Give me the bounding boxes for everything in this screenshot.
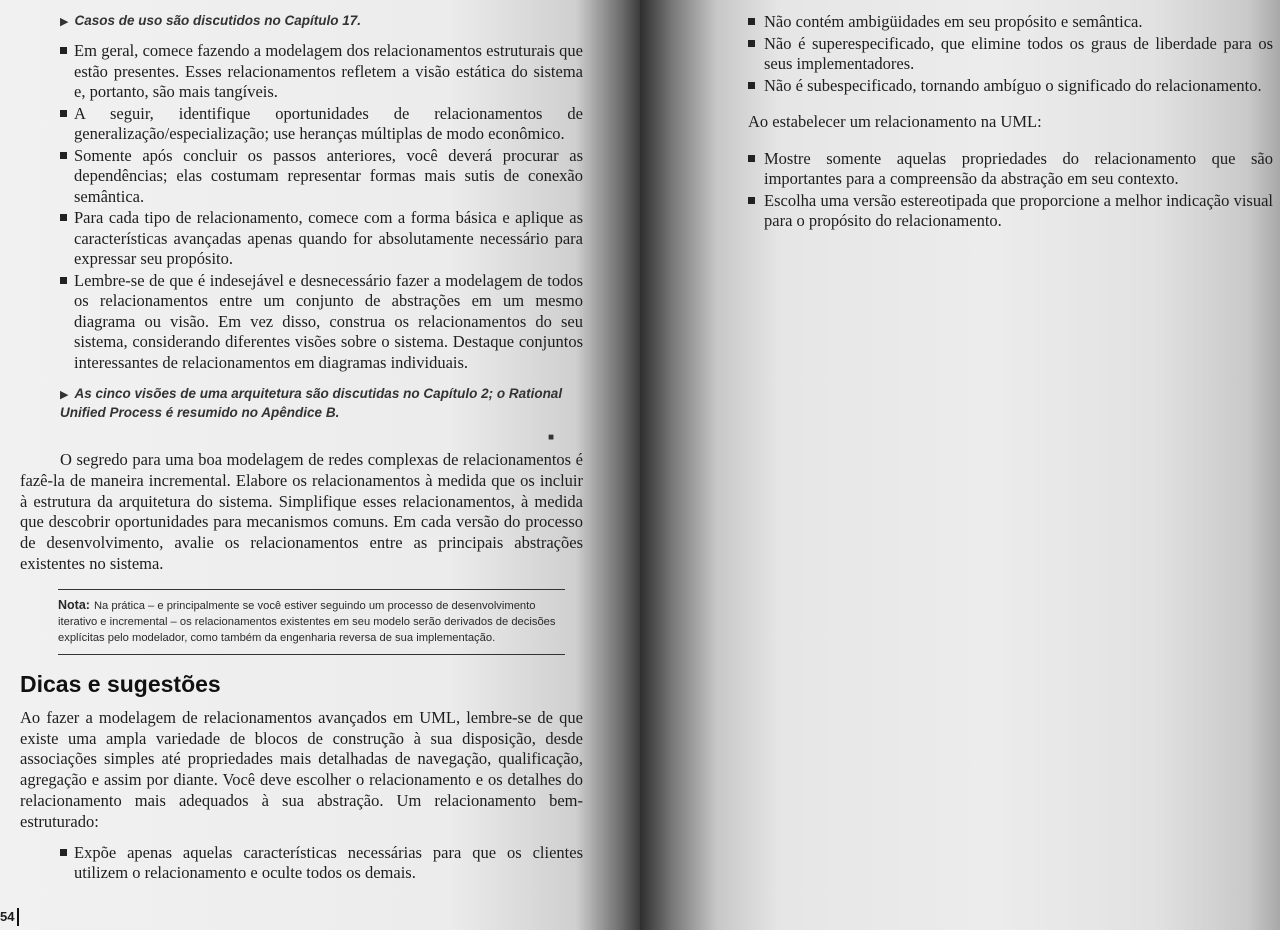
list-item: Escolha uma versão estereotipada que proporcione a melhor indicação visual para o propósito do relacionamento.: [748, 191, 1273, 232]
list-item: Para cada tipo de relacionamento, comece com a forma básica e aplique as características avançadas apenas quando for absolutamente necessário para expressar seu propósito.: [20, 208, 583, 270]
list-item: Lembre-se de que é indesejável e desnecessário fazer a modelagem de todos os relacionamentos entre um conjunto de abstrações em um mesmo diagrama ou visão. Em vez disso, construa os relacionamentos do seu sistema, considerando diferentes visões sobre o sistema. Destaque conjuntos interessantes de relacionamentos em diagramas individuais.: [20, 271, 583, 374]
print-mark: ■: [548, 432, 555, 443]
margin-note-architecture: ▶ As cinco visões de uma arquitetura são discutidas no Capítulo 2; o Rational Unified Process é resumido no Apêndice B.: [60, 386, 563, 420]
list-item: Em geral, comece fazendo a modelagem dos relacionamentos estruturais que estão presentes. Esses relacionamentos refletem a visão estática do sistema e, portanto, são mais tangíveis.: [20, 41, 583, 103]
list-item: Mostre somente aquelas propriedades do relacionamento que são importantes para a compreensão da abstração em seu contexto.: [748, 149, 1273, 190]
list-item: Expõe apenas aquelas características necessárias para que os clientes utilizem o relacionamento e oculte todos os demais.: [20, 843, 583, 884]
list-item: Não contém ambigüidades em seu propósito e semântica.: [748, 12, 1273, 33]
arrow-right-icon: ▶: [60, 16, 69, 28]
bullet-list-uml: [748, 149, 1273, 232]
bullet-list-properties: [748, 12, 1273, 96]
list-item: Não é subespecificado, tornando ambíguo o significado do relacionamento.: [748, 76, 1273, 97]
paragraph-incremental: O segredo para uma boa modelagem de redes complexas de relacionamentos é fazê-la de maneira incremental. Elabore os relacionamentos à medida que os incluir à estrutura da arquitetura do sistema. Simplifique esses relacionamentos, à medida que descobrir oportunidades para mecanismos comuns. Em cada versão do processo de desenvolvimento, avalie os relacionamentos entre as principais abstrações existentes no sistema.: [20, 450, 583, 573]
section-heading: Dicas e sugestões: [20, 670, 221, 697]
right-page-content: [748, 12, 1273, 233]
list-item: Não é superespecificado, que elimine todos os graus de liberdade para os seus implementadores.: [748, 34, 1273, 75]
margin-note-use-cases: ▶ Casos de uso são discutidos no Capítulo 17.: [60, 13, 362, 28]
note-callout: [58, 589, 565, 655]
left-page-content: [20, 12, 583, 885]
note-text: Na prática – e principalmente se você estiver seguindo um processo de desenvolvimento iterativo e incremental – os relacionamentos existentes em seu modelo serão derivados de decisões explícitas pelo modelador, como também da engenharia reversa de sua implementação.: [58, 599, 556, 644]
page-number: 54: [0, 908, 19, 926]
paragraph-tips: Ao fazer a modelagem de relacionamentos avançados em UML, lembre-se de que existe uma ampla variedade de blocos de construção à sua disposição, desde associações simples até propriedades mais detalhadas de navegação, qualificação, agregação e assim por diante. Você deve escolher o relacionamento e os detalhes do relacionamento mais adequados à sua abstração. Um relacionamento bem-estruturado:: [20, 707, 583, 831]
bullet-list-bottom: [20, 843, 583, 884]
arrow-right-icon: ▶: [60, 389, 69, 401]
note-label: Nota:: [58, 597, 90, 612]
paragraph-uml: Ao estabelecer um relacionamento na UML:: [748, 112, 1042, 131]
right-page: [640, 0, 1280, 930]
bullet-list-top: [20, 41, 583, 373]
list-item: Somente após concluir os passos anteriores, você deverá procurar as dependências; elas costumam representar formas mais sutis de conexão semântica.: [20, 146, 583, 208]
list-item: A seguir, identifique oportunidades de relacionamentos de generalização/especialização; use heranças múltiplas de modo econômico.: [20, 104, 583, 145]
